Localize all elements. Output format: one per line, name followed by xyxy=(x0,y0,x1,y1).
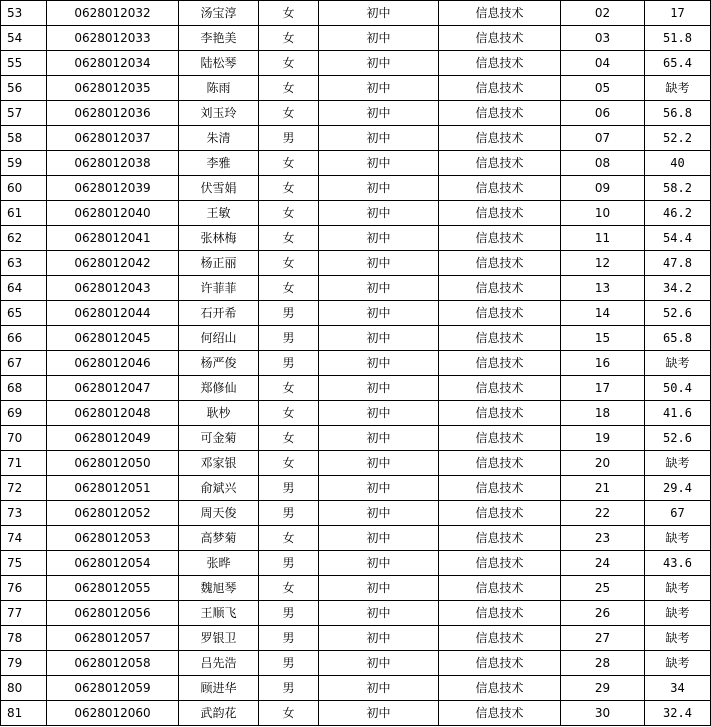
cell-seat: 30 xyxy=(561,701,645,726)
cell-name: 杨严俊 xyxy=(179,351,259,376)
cell-exam-id: 0628012044 xyxy=(47,301,179,326)
cell-seat: 25 xyxy=(561,576,645,601)
cell-exam-id: 0628012055 xyxy=(47,576,179,601)
cell-subject: 信息技术 xyxy=(439,226,561,251)
table-row xyxy=(1,151,711,176)
table-row xyxy=(1,276,711,301)
cell-level: 初中 xyxy=(319,401,439,426)
cell-seat: 02 xyxy=(561,1,645,26)
cell-exam-id: 0628012042 xyxy=(47,251,179,276)
cell-score: 29.4 xyxy=(645,476,711,501)
cell-subject: 信息技术 xyxy=(439,551,561,576)
cell-subject: 信息技术 xyxy=(439,51,561,76)
cell-score: 65.8 xyxy=(645,326,711,351)
table-row xyxy=(1,676,711,701)
cell-name: 刘玉玲 xyxy=(179,101,259,126)
table-row xyxy=(1,626,711,651)
cell-exam-id: 0628012047 xyxy=(47,376,179,401)
cell-seq: 69 xyxy=(1,401,47,426)
cell-level: 初中 xyxy=(319,126,439,151)
cell-level: 初中 xyxy=(319,26,439,51)
cell-name: 周天俊 xyxy=(179,501,259,526)
cell-name: 伏雪娟 xyxy=(179,176,259,201)
table-row xyxy=(1,576,711,601)
cell-level: 初中 xyxy=(319,301,439,326)
cell-score: 缺考 xyxy=(645,526,711,551)
table-row xyxy=(1,426,711,451)
cell-name: 陆松琴 xyxy=(179,51,259,76)
cell-gender: 女 xyxy=(259,26,319,51)
cell-exam-id: 0628012059 xyxy=(47,676,179,701)
cell-level: 初中 xyxy=(319,676,439,701)
cell-subject: 信息技术 xyxy=(439,676,561,701)
cell-name: 罗银卫 xyxy=(179,626,259,651)
table-row xyxy=(1,251,711,276)
cell-name: 高梦菊 xyxy=(179,526,259,551)
cell-score: 缺考 xyxy=(645,626,711,651)
cell-gender: 男 xyxy=(259,476,319,501)
cell-level: 初中 xyxy=(319,426,439,451)
table-row xyxy=(1,51,711,76)
cell-exam-id: 0628012040 xyxy=(47,201,179,226)
cell-score: 52.6 xyxy=(645,426,711,451)
cell-exam-id: 0628012035 xyxy=(47,76,179,101)
cell-subject: 信息技术 xyxy=(439,76,561,101)
cell-seq: 66 xyxy=(1,326,47,351)
table-row xyxy=(1,526,711,551)
cell-seat: 23 xyxy=(561,526,645,551)
cell-seat: 24 xyxy=(561,551,645,576)
cell-exam-id: 0628012058 xyxy=(47,651,179,676)
cell-seq: 77 xyxy=(1,601,47,626)
cell-seq: 59 xyxy=(1,151,47,176)
cell-score: 43.6 xyxy=(645,551,711,576)
cell-seq: 62 xyxy=(1,226,47,251)
cell-score: 46.2 xyxy=(645,201,711,226)
cell-gender: 女 xyxy=(259,701,319,726)
cell-seq: 67 xyxy=(1,351,47,376)
cell-level: 初中 xyxy=(319,276,439,301)
cell-score: 65.4 xyxy=(645,51,711,76)
cell-exam-id: 0628012054 xyxy=(47,551,179,576)
table-row xyxy=(1,1,711,26)
cell-gender: 女 xyxy=(259,76,319,101)
cell-subject: 信息技术 xyxy=(439,26,561,51)
cell-subject: 信息技术 xyxy=(439,176,561,201)
cell-seat: 18 xyxy=(561,401,645,426)
cell-score: 缺考 xyxy=(645,351,711,376)
cell-gender: 女 xyxy=(259,401,319,426)
cell-gender: 男 xyxy=(259,551,319,576)
cell-exam-id: 0628012060 xyxy=(47,701,179,726)
cell-level: 初中 xyxy=(319,226,439,251)
cell-gender: 女 xyxy=(259,51,319,76)
cell-level: 初中 xyxy=(319,476,439,501)
cell-seat: 26 xyxy=(561,601,645,626)
cell-subject: 信息技术 xyxy=(439,601,561,626)
cell-score: 34.2 xyxy=(645,276,711,301)
cell-name: 石开希 xyxy=(179,301,259,326)
cell-seat: 07 xyxy=(561,126,645,151)
table-row xyxy=(1,201,711,226)
cell-subject: 信息技术 xyxy=(439,301,561,326)
cell-name: 邓家银 xyxy=(179,451,259,476)
cell-seq: 68 xyxy=(1,376,47,401)
cell-exam-id: 0628012038 xyxy=(47,151,179,176)
cell-score: 缺考 xyxy=(645,576,711,601)
cell-gender: 男 xyxy=(259,676,319,701)
cell-level: 初中 xyxy=(319,76,439,101)
cell-level: 初中 xyxy=(319,51,439,76)
cell-score: 47.8 xyxy=(645,251,711,276)
cell-seat: 14 xyxy=(561,301,645,326)
cell-seat: 29 xyxy=(561,676,645,701)
cell-level: 初中 xyxy=(319,651,439,676)
cell-gender: 男 xyxy=(259,301,319,326)
cell-subject: 信息技术 xyxy=(439,326,561,351)
cell-seq: 70 xyxy=(1,426,47,451)
cell-seq: 74 xyxy=(1,526,47,551)
cell-seat: 15 xyxy=(561,326,645,351)
cell-subject: 信息技术 xyxy=(439,151,561,176)
cell-score: 52.6 xyxy=(645,301,711,326)
cell-subject: 信息技术 xyxy=(439,451,561,476)
cell-seat: 05 xyxy=(561,76,645,101)
cell-gender: 男 xyxy=(259,351,319,376)
table-row xyxy=(1,226,711,251)
cell-name: 何绍山 xyxy=(179,326,259,351)
cell-level: 初中 xyxy=(319,351,439,376)
cell-gender: 女 xyxy=(259,376,319,401)
cell-exam-id: 0628012032 xyxy=(47,1,179,26)
cell-seq: 61 xyxy=(1,201,47,226)
cell-gender: 女 xyxy=(259,576,319,601)
cell-level: 初中 xyxy=(319,101,439,126)
cell-score: 17 xyxy=(645,1,711,26)
cell-gender: 女 xyxy=(259,101,319,126)
cell-name: 汤宝淳 xyxy=(179,1,259,26)
cell-seq: 78 xyxy=(1,626,47,651)
cell-gender: 男 xyxy=(259,326,319,351)
cell-seat: 20 xyxy=(561,451,645,476)
cell-name: 许菲菲 xyxy=(179,276,259,301)
table-row xyxy=(1,451,711,476)
cell-score: 32.4 xyxy=(645,701,711,726)
cell-seq: 71 xyxy=(1,451,47,476)
cell-name: 李雅 xyxy=(179,151,259,176)
cell-name: 俞斌兴 xyxy=(179,476,259,501)
cell-seq: 53 xyxy=(1,1,47,26)
cell-seq: 72 xyxy=(1,476,47,501)
cell-gender: 女 xyxy=(259,1,319,26)
cell-seat: 19 xyxy=(561,426,645,451)
cell-seat: 22 xyxy=(561,501,645,526)
cell-gender: 男 xyxy=(259,651,319,676)
cell-gender: 女 xyxy=(259,176,319,201)
cell-score: 56.8 xyxy=(645,101,711,126)
cell-seat: 06 xyxy=(561,101,645,126)
cell-seat: 11 xyxy=(561,226,645,251)
cell-seat: 27 xyxy=(561,626,645,651)
cell-gender: 女 xyxy=(259,251,319,276)
cell-exam-id: 0628012037 xyxy=(47,126,179,151)
cell-gender: 女 xyxy=(259,276,319,301)
cell-level: 初中 xyxy=(319,176,439,201)
cell-subject: 信息技术 xyxy=(439,426,561,451)
cell-gender: 男 xyxy=(259,126,319,151)
table-row xyxy=(1,326,711,351)
cell-exam-id: 0628012048 xyxy=(47,401,179,426)
cell-name: 武韵花 xyxy=(179,701,259,726)
cell-seat: 16 xyxy=(561,351,645,376)
cell-subject: 信息技术 xyxy=(439,701,561,726)
table-row xyxy=(1,476,711,501)
cell-name: 魏旭琴 xyxy=(179,576,259,601)
cell-name: 王顺飞 xyxy=(179,601,259,626)
cell-gender: 女 xyxy=(259,526,319,551)
cell-score: 缺考 xyxy=(645,651,711,676)
cell-exam-id: 0628012050 xyxy=(47,451,179,476)
cell-subject: 信息技术 xyxy=(439,526,561,551)
cell-seq: 64 xyxy=(1,276,47,301)
cell-seq: 65 xyxy=(1,301,47,326)
table-row xyxy=(1,301,711,326)
cell-seat: 10 xyxy=(561,201,645,226)
cell-subject: 信息技术 xyxy=(439,401,561,426)
cell-seq: 58 xyxy=(1,126,47,151)
cell-name: 顾进华 xyxy=(179,676,259,701)
cell-score: 52.2 xyxy=(645,126,711,151)
cell-level: 初中 xyxy=(319,201,439,226)
cell-score: 缺考 xyxy=(645,76,711,101)
cell-exam-id: 0628012053 xyxy=(47,526,179,551)
cell-seq: 81 xyxy=(1,701,47,726)
cell-subject: 信息技术 xyxy=(439,126,561,151)
cell-level: 初中 xyxy=(319,251,439,276)
cell-score: 34 xyxy=(645,676,711,701)
cell-exam-id: 0628012049 xyxy=(47,426,179,451)
cell-name: 王敏 xyxy=(179,201,259,226)
cell-name: 可金菊 xyxy=(179,426,259,451)
cell-name: 耿杪 xyxy=(179,401,259,426)
table-row xyxy=(1,401,711,426)
cell-gender: 女 xyxy=(259,201,319,226)
cell-level: 初中 xyxy=(319,451,439,476)
cell-seat: 08 xyxy=(561,151,645,176)
cell-name: 张林梅 xyxy=(179,226,259,251)
table-row xyxy=(1,176,711,201)
cell-level: 初中 xyxy=(319,551,439,576)
cell-seq: 80 xyxy=(1,676,47,701)
cell-name: 郑修仙 xyxy=(179,376,259,401)
cell-seq: 76 xyxy=(1,576,47,601)
cell-level: 初中 xyxy=(319,701,439,726)
cell-name: 张晔 xyxy=(179,551,259,576)
cell-subject: 信息技术 xyxy=(439,251,561,276)
cell-seq: 55 xyxy=(1,51,47,76)
cell-seat: 12 xyxy=(561,251,645,276)
cell-seq: 73 xyxy=(1,501,47,526)
cell-level: 初中 xyxy=(319,376,439,401)
cell-subject: 信息技术 xyxy=(439,1,561,26)
cell-seq: 54 xyxy=(1,26,47,51)
cell-subject: 信息技术 xyxy=(439,626,561,651)
cell-score: 缺考 xyxy=(645,601,711,626)
cell-seq: 60 xyxy=(1,176,47,201)
cell-subject: 信息技术 xyxy=(439,376,561,401)
table-row xyxy=(1,376,711,401)
cell-level: 初中 xyxy=(319,501,439,526)
cell-seq: 57 xyxy=(1,101,47,126)
cell-subject: 信息技术 xyxy=(439,101,561,126)
cell-seat: 28 xyxy=(561,651,645,676)
table-row xyxy=(1,101,711,126)
cell-exam-id: 0628012039 xyxy=(47,176,179,201)
cell-subject: 信息技术 xyxy=(439,351,561,376)
cell-exam-id: 0628012051 xyxy=(47,476,179,501)
cell-gender: 女 xyxy=(259,426,319,451)
cell-level: 初中 xyxy=(319,1,439,26)
cell-subject: 信息技术 xyxy=(439,476,561,501)
cell-name: 杨正丽 xyxy=(179,251,259,276)
cell-exam-id: 0628012046 xyxy=(47,351,179,376)
table-row xyxy=(1,126,711,151)
cell-seat: 17 xyxy=(561,376,645,401)
cell-exam-id: 0628012036 xyxy=(47,101,179,126)
cell-score: 缺考 xyxy=(645,451,711,476)
table-row xyxy=(1,76,711,101)
cell-seq: 56 xyxy=(1,76,47,101)
cell-subject: 信息技术 xyxy=(439,201,561,226)
cell-gender: 男 xyxy=(259,601,319,626)
table-row xyxy=(1,601,711,626)
cell-exam-id: 0628012045 xyxy=(47,326,179,351)
cell-subject: 信息技术 xyxy=(439,276,561,301)
cell-seq: 75 xyxy=(1,551,47,576)
cell-exam-id: 0628012056 xyxy=(47,601,179,626)
cell-level: 初中 xyxy=(319,601,439,626)
cell-score: 67 xyxy=(645,501,711,526)
cell-score: 54.4 xyxy=(645,226,711,251)
cell-score: 40 xyxy=(645,151,711,176)
cell-gender: 女 xyxy=(259,226,319,251)
cell-name: 李艳美 xyxy=(179,26,259,51)
cell-seq: 63 xyxy=(1,251,47,276)
cell-seat: 13 xyxy=(561,276,645,301)
cell-level: 初中 xyxy=(319,526,439,551)
cell-name: 陈雨 xyxy=(179,76,259,101)
cell-exam-id: 0628012043 xyxy=(47,276,179,301)
cell-name: 吕先浩 xyxy=(179,651,259,676)
cell-score: 50.4 xyxy=(645,376,711,401)
cell-gender: 男 xyxy=(259,501,319,526)
cell-seat: 03 xyxy=(561,26,645,51)
cell-exam-id: 0628012057 xyxy=(47,626,179,651)
table-row xyxy=(1,351,711,376)
cell-level: 初中 xyxy=(319,576,439,601)
table-row xyxy=(1,701,711,726)
cell-gender: 女 xyxy=(259,151,319,176)
cell-seat: 21 xyxy=(561,476,645,501)
cell-exam-id: 0628012033 xyxy=(47,26,179,51)
cell-score: 51.8 xyxy=(645,26,711,51)
cell-subject: 信息技术 xyxy=(439,576,561,601)
cell-score: 58.2 xyxy=(645,176,711,201)
cell-seq: 79 xyxy=(1,651,47,676)
cell-exam-id: 0628012034 xyxy=(47,51,179,76)
cell-seat: 09 xyxy=(561,176,645,201)
cell-score: 41.6 xyxy=(645,401,711,426)
cell-level: 初中 xyxy=(319,626,439,651)
cell-seat: 04 xyxy=(561,51,645,76)
score-table-body xyxy=(1,1,711,726)
cell-subject: 信息技术 xyxy=(439,501,561,526)
table-row xyxy=(1,501,711,526)
cell-name: 朱清 xyxy=(179,126,259,151)
cell-subject: 信息技术 xyxy=(439,651,561,676)
table-row xyxy=(1,551,711,576)
cell-exam-id: 0628012052 xyxy=(47,501,179,526)
cell-level: 初中 xyxy=(319,326,439,351)
cell-level: 初中 xyxy=(319,151,439,176)
table-row xyxy=(1,651,711,676)
cell-gender: 男 xyxy=(259,626,319,651)
table-row xyxy=(1,26,711,51)
cell-gender: 女 xyxy=(259,451,319,476)
cell-exam-id: 0628012041 xyxy=(47,226,179,251)
